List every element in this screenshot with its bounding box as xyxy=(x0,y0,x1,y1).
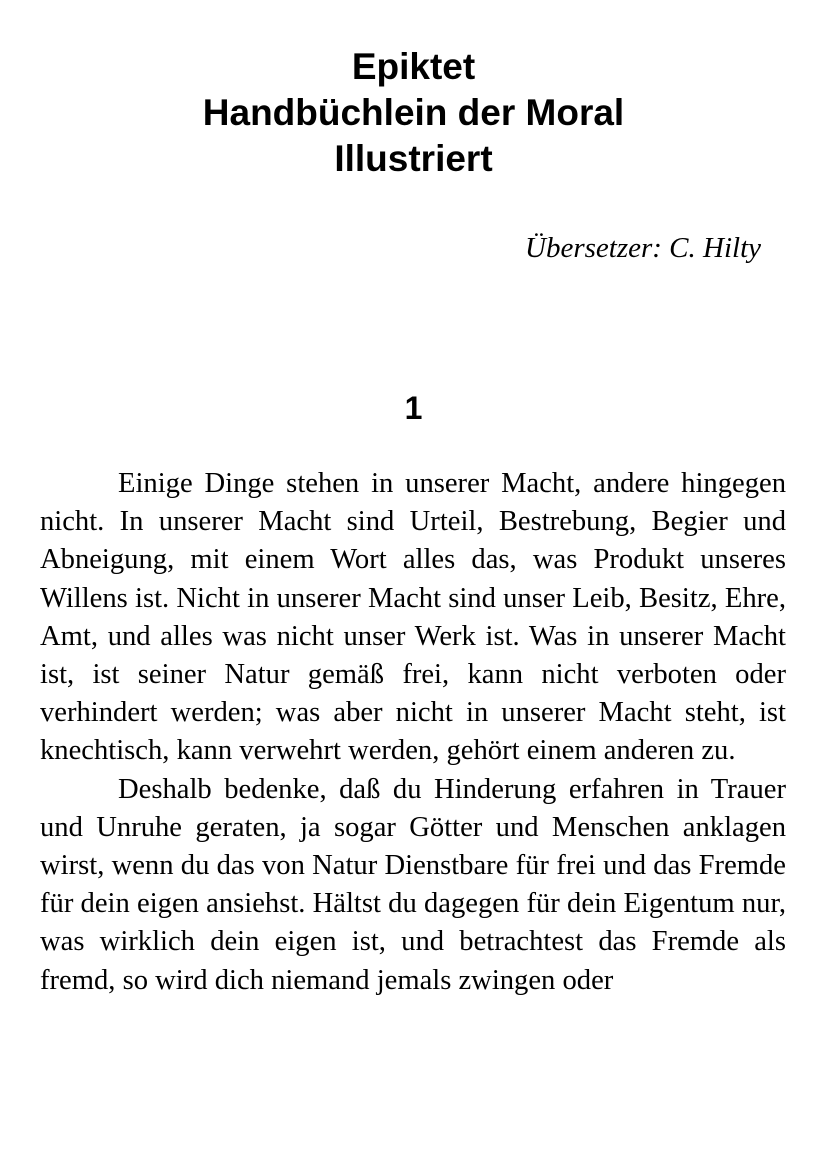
translator-credit: Übersetzer: C. Hilty xyxy=(525,232,761,264)
title-subtitle: Illustriert xyxy=(334,138,493,179)
title-main: Handbüchlein der Moral xyxy=(202,92,625,133)
title-author: Epiktet xyxy=(351,46,476,87)
paragraph-1: Einige Dinge stehen in unserer Macht, andere hingegen nicht. In unserer Macht sind Urteil, Bestrebung, Begier und Abneigung, mit einem Wort alles das, was Produkt unseres Willens ist. Nicht in unserer Macht sind unser Leib, Besitz, Ehre, Amt, und alles was nicht unser Werk ist. Was in unserer Macht ist, ist seiner Natur gemäß frei, kann nicht verboten oder verhindert werden; was aber nicht in unserer Macht steht, ist knechtisch, kann verwehrt werden, gehört einem anderen zu. xyxy=(40,468,786,767)
paragraph-2: Deshalb bedenke, daß du Hinderung erfahren in Trauer und Unruhe geraten, ja sogar Götter und Menschen anklagen wirst, wenn du das von Natur Dienstbare für frei und das Fremde für dein eigen ansiehst. Hältst du dagegen für dein Eigentum nur, was wirklich dein eigen ist, und betrachtest das Fremde als fremd, so wird dich niemand jemals zwingen oder xyxy=(40,773,786,996)
chapter-number: 1 xyxy=(404,390,423,426)
book-title xyxy=(0,44,827,182)
chapter-body xyxy=(40,465,786,1000)
